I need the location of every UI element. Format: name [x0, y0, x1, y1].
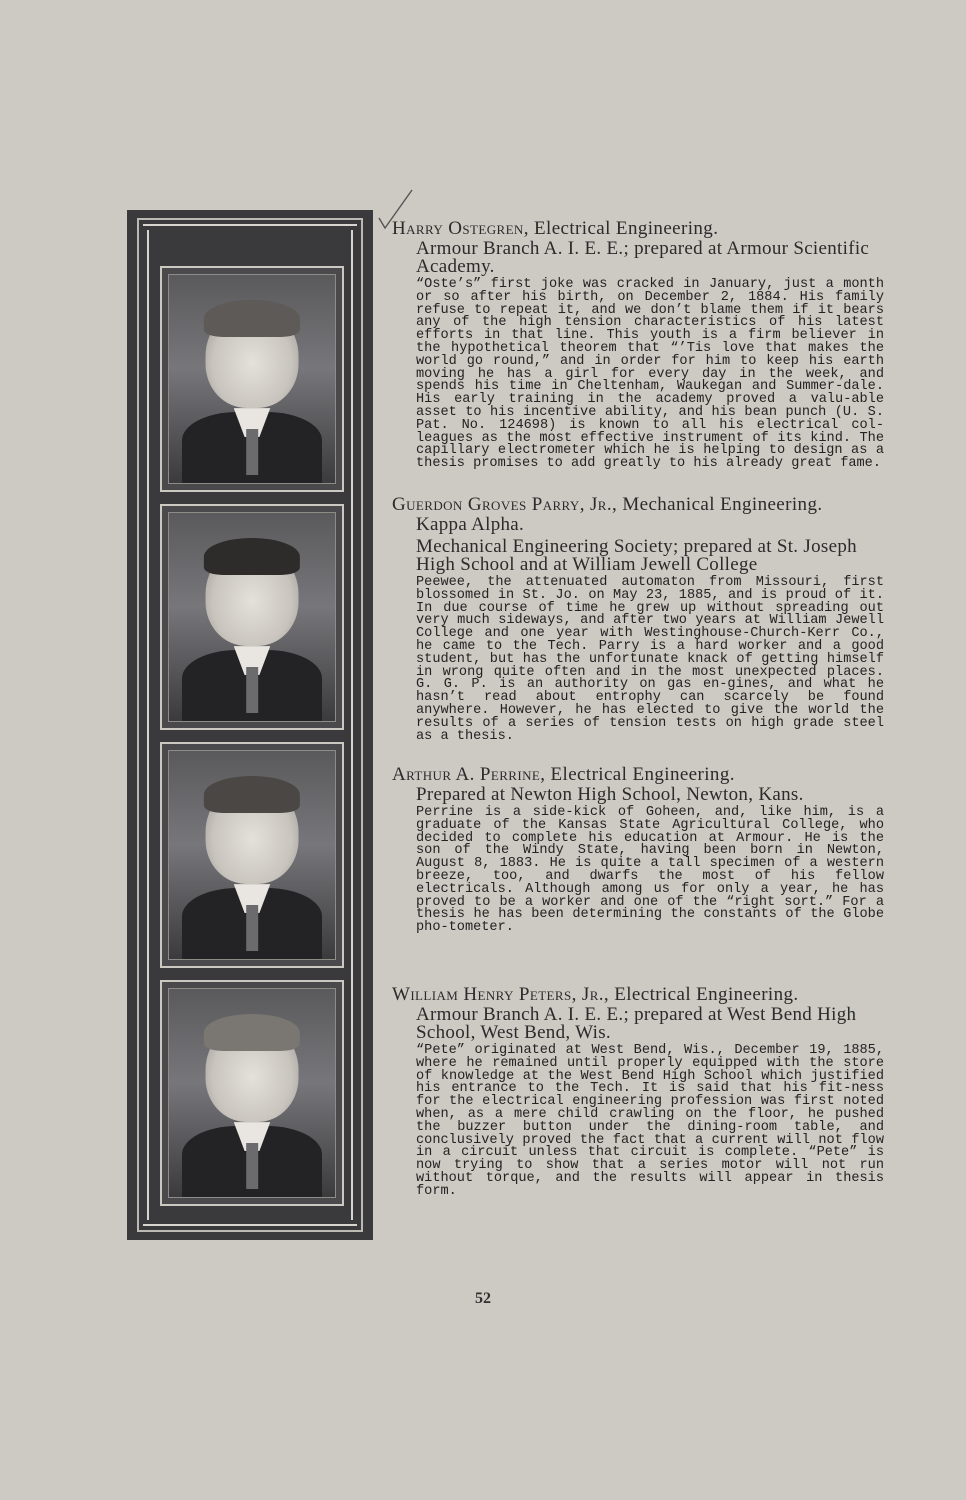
photo-tie [246, 429, 258, 475]
entry-heading [392, 764, 884, 786]
photo-tie [246, 905, 258, 951]
strip-rule [147, 230, 149, 1220]
entry-affiliation: Academy. [416, 256, 495, 277]
portrait-photo [168, 750, 336, 960]
photo-hair [204, 300, 300, 337]
entry-bio: Peewee, the attenuated automaton from Missouri, first blossomed in St. Jo. on May 23, 1885, and is proud of it. In due course of time he grew up without spreading out very much sideways, and after two years at William Jewell College and one year with Westinghouse-Church-Kerr Co., he came to the Tech. Parry is a hard worker and a good student, but has the unfortunate knack of getting himself in wrong quite often and in the most unexpected places. G. G. P. is an authority on gas en-gines, and what he hasn’t read about entrophy can scarcely be found anywhere. However, he has elected to give the world the results of a series of tension tests on high grade steel as a thesis. [416, 575, 884, 744]
entry-parry [392, 494, 884, 743]
portrait-frame-2 [160, 504, 344, 730]
entry-name: William Henry Peters, Jr. [392, 984, 604, 1005]
portrait-strip [127, 210, 373, 1240]
entry-heading [392, 218, 884, 240]
entry-perrine [392, 764, 884, 935]
entry-course: , Electrical Engineering. [540, 764, 735, 785]
photo-tie [246, 667, 258, 713]
entry-affiliation: Kappa Alpha. [416, 514, 525, 535]
entry-heading [392, 494, 884, 516]
strip-rule [351, 230, 353, 1220]
entry-course: , Electrical Engineering. [523, 218, 719, 239]
entry-course: , Electrical Engineering. [603, 984, 799, 1005]
entry-affiliation: Armour Branch A. I. E. E.; prepared at Armour Scientific [416, 238, 870, 259]
strip-rule [143, 1224, 357, 1226]
entry-name: Harry Ostegren [392, 218, 524, 239]
photo-hair [204, 776, 300, 813]
entry-bio: Perrine is a side-kick of Goheen, and, like him, is a graduate of the Kansas State Agricultural College, who decided to complete his education at Armour. He is the son of the Windy State, having been born in Newton, August 8, 1883. He is quite a tall specimen of a western breeze, too, and dwarfs the most of his fellow electricals. Although among us for only a year, he has proved to be a worker and one of the “right sort.” For a thesis he has been determining the constants of the Globe pho-tometer. [416, 805, 884, 936]
portrait-photo [168, 274, 336, 484]
photo-hair [204, 538, 300, 575]
portrait-photo [168, 988, 336, 1198]
portrait-frame-1 [160, 266, 344, 492]
photo-tie [246, 1143, 258, 1189]
entry-course: , Mechanical Engineering. [612, 494, 823, 515]
photo-hair [204, 1014, 300, 1051]
strip-rule [143, 224, 357, 226]
entry-bio: “Oste’s” first joke was cracked in January, just a month or so after his birth, on December 2, 1884. His family refuse to repeat it, and we don’t blame them if it bears any of the high tension characteristics of his latest efforts in that line. This youth is a firm believer in the hypothetical theorem that “’Tis love that makes the world go round,” and in order for him to keep his earth moving he has a girl for every day in the week, and spends his time in Cheltenham, Waukegan and Summer-dale. His early training in the academy proved a valu-able asset to his incentive ability, and his bean punch (U. S. Pat. No. 124698) is known to all his electrical col-leagues as the most effective instrument of its kind. The capillary electrometer which he is helping to design as a thesis promises to add greatly to his already great fame. [416, 277, 884, 472]
entry-affiliation: School, West Bend, Wis. [416, 1022, 611, 1043]
entry-name: Arthur A. Perrine [392, 764, 541, 785]
entry-affiliation: Prepared at Newton High School, Newton, Kans. [416, 784, 804, 805]
page-number: 52 [475, 1290, 491, 1307]
portrait-frame-4 [160, 980, 344, 1206]
entry-affiliation: Mechanical Engineering Society; prepared at St. Joseph [416, 536, 857, 557]
entry-affiliation: Armour Branch A. I. E. E.; prepared at West Bend High [416, 1004, 857, 1025]
entry-name: Guerdon Groves Parry, Jr. [392, 494, 613, 515]
entry-affiliation: High School and at William Jewell College [416, 554, 758, 575]
entry-bio: “Pete” originated at West Bend, Wis., December 19, 1885, where he remained until properly equipped with the store of knowledge at the West Bend High School which justified his entrance to the Tech. It is said that his fit-ness for the electrical engineering profession was first noted when, as a mere child crawling on the floor, he pushed the buzzer button under the dining-room table, and conclusively proved the fact that a current will not flow in a circuit unless that circuit is complete. “Pete” is now trying to show that a series motor will not run without torque, and the results will appear in thesis form. [416, 1043, 884, 1199]
portrait-photo [168, 512, 336, 722]
entry-heading [392, 984, 884, 1006]
entry-peters [392, 984, 884, 1199]
entry-ostegren [392, 218, 884, 471]
portrait-frame-3 [160, 742, 344, 968]
